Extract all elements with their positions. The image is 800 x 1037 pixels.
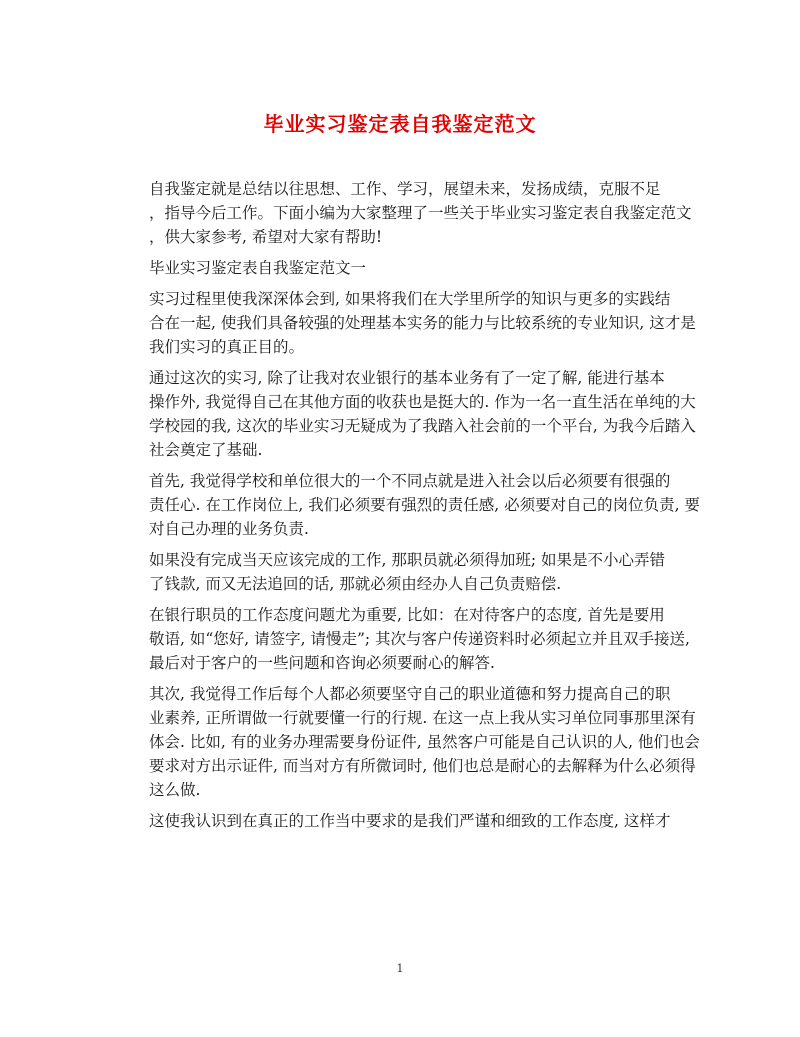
paragraph-line: 敬语, 如“您好, 请签字, 请慢走”; 其次与客户传递资料时必须起立并且双手接送, [149,630,690,648]
paragraph-line: 业素养, 正所谓做一行就要懂一行的行规. 在这一点上我从实习单位同事那里深有 [149,709,696,727]
document-body [118,177,700,840]
paragraph-line: 对自己办理的业务负责. [149,520,309,538]
paragraph-intro [118,177,692,249]
paragraph [118,682,700,802]
paragraph-line: ，供大家参考, 希望对大家有帮助! [149,228,383,246]
paragraph-line: 其次, 我觉得工作后每个人都必须要坚守自己的职业道德和努力提高自己的职 [149,685,671,703]
paragraph-line: 操作外, 我觉得自己在其他方面的收获也是挺大的. 作为一名一直生活在单纯的大 [149,393,696,411]
paragraph [118,603,690,675]
paragraph [118,469,700,541]
paragraph-line: 责任心. 在工作岗位上, 我们必须要有强烈的责任感, 必须要对自己的岗位负责, 要 [149,496,700,514]
paragraph [118,366,696,462]
paragraph-line: 实习过程里使我深深体会到, 如果将我们在大学里所学的知识与更多的实践结 [149,290,671,308]
section-heading-text: 毕业实习鉴定表自我鉴定范文一 [149,259,367,277]
paragraph-line: 如果没有完成当天应该完成的工作, 那职员就必须得加班; 如果是不小心弄错 [149,551,666,569]
paragraph [118,809,682,833]
paragraph-line: 要求对方出示证件, 而当对方有所微词时, 他们也总是耐心的去解释为什么必须得 [149,757,696,775]
paragraph-line: 体会. 比如, 有的业务办理需要身份证件, 虽然客户可能是自己认识的人, 他们也会 [149,733,700,751]
paragraph-line: ，指导今后工作。下面小编为大家整理了一些关于毕业实习鉴定表自我鉴定范文 [149,204,692,222]
paragraph-line: 在银行职员的工作态度问题尤为重要, 比如：在对待客户的态度, 首先是要用 [149,606,665,624]
document-title: 毕业实习鉴定表自我鉴定范文 [263,112,537,136]
paragraph-line: 通过这次的实习, 除了让我对农业银行的基本业务有了一定了解, 能进行基本 [149,369,665,387]
paragraph-line: 学校园的我, 这次的毕业实习无疑成为了我踏入社会前的一个平台, 为我今后踏入 [149,417,696,435]
paragraph-line: 这使我认识到在真正的工作当中要求的是我们严谨和细致的工作态度, 这样才 [149,812,671,830]
paragraph-line: 了钱款, 而又无法追回的话, 那就必须由经办人自己负责赔偿. [149,575,562,593]
paragraph-line: 首先, 我觉得学校和单位很大的一个不同点就是进入社会以后必须要有很强的 [149,472,671,490]
paragraph-line: 自我鉴定就是总结以往思想、工作、学习，展望未来，发扬成绩，克服不足 [149,180,661,198]
paragraph-line: 最后对于客户的一些问题和咨询必须要耐心的解答. [149,654,495,672]
paragraph-line: 我们实习的真正目的。 [149,338,305,356]
paragraph-line: 社会奠定了基础. [149,441,263,459]
paragraph [118,287,696,359]
paragraph-line: 合在一起, 使我们具备较强的处理基本实务的能力与比较系统的专业知识, 这才是 [149,314,696,332]
section-heading [118,256,682,280]
paragraph [118,548,682,596]
page-number: 1 [396,962,404,975]
paragraph-line: 这么做. [149,781,201,799]
